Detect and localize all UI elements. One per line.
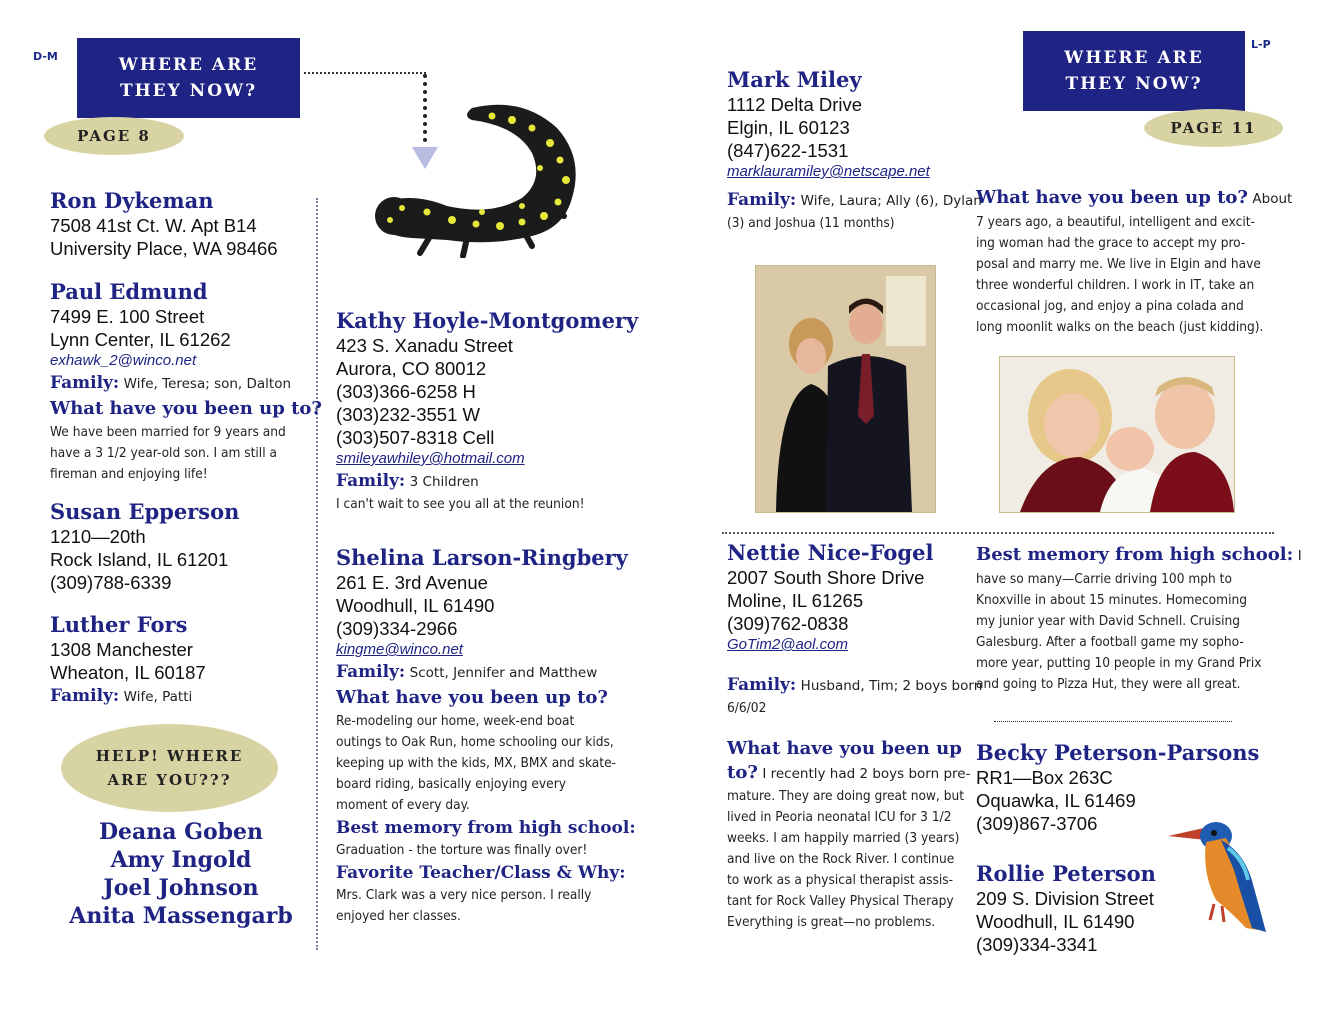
entry-mark-miley <box>727 67 982 234</box>
help-where-are-you-oval <box>61 724 278 812</box>
family-text: Wife, Laura; Ally (6), Dylan <box>800 193 982 209</box>
memory-label: Best memory from high school: <box>976 544 1294 565</box>
address-line: Wheaton, IL 60187 <box>50 662 206 683</box>
page-number-pill: PAGE 11 <box>1144 109 1283 147</box>
address-line: 7508 41st Ct. W. Apt B14 <box>50 215 257 236</box>
phone-line: (303)232-3551 W <box>336 404 480 425</box>
answer-line: keeping up with the kids, MX, BMX and skate- <box>336 755 617 771</box>
address-line: Oquawka, IL 61469 <box>976 790 1136 811</box>
answer-line: posal and marry me. We live in Elgin and have <box>976 256 1261 272</box>
phone-line: (309)762-0838 <box>727 613 849 634</box>
answer-line: have a 3 1/2 year-old son. I am still a <box>50 445 277 461</box>
phone-line: (309)334-3341 <box>976 934 1098 955</box>
person-name: Paul Edmund <box>50 279 208 304</box>
answer-line: We have been married for 9 years and <box>50 424 286 440</box>
address-line: 1308 Manchester <box>50 639 193 660</box>
address-line: Rock Island, IL 61201 <box>50 549 229 570</box>
memory-label: Best memory from high school: <box>336 818 636 838</box>
answer-line: Re-modeling our home, week-end boat <box>336 713 575 729</box>
column-divider <box>316 198 318 950</box>
email-link[interactable]: marklauramiley@netscape.net <box>727 163 930 180</box>
answer-line: moment of every day. <box>336 797 470 813</box>
entry-ron-dykeman <box>50 188 278 260</box>
help-line: ARE YOU??? <box>107 771 232 789</box>
family-text: Wife, Teresa; son, Dalton <box>123 376 292 392</box>
answer-line: more year, putting 10 people in my Grand Prix <box>976 655 1262 671</box>
address-line: Moline, IL 61265 <box>727 590 864 611</box>
mark-update <box>976 185 1293 338</box>
person-name: Rollie Peterson <box>976 861 1156 886</box>
family-text: 6/6/02 <box>727 700 767 716</box>
answer-line: mature. They are doing great now, but <box>727 788 965 804</box>
missing-name: Deana Goben <box>98 819 264 845</box>
address-line: 1112 Delta Drive <box>727 94 863 115</box>
help-line: HELP! WHERE <box>95 747 244 765</box>
missing-name: Joel Johnson <box>103 875 259 901</box>
address-line: University Place, WA 98466 <box>50 238 278 259</box>
family-label: Family: <box>727 190 797 210</box>
missing-name: Amy Ingold <box>110 847 252 873</box>
couple-photo <box>755 265 936 513</box>
question-label: What have you been up to? <box>336 687 608 708</box>
answer-line: to work as a physical therapist assis- <box>727 872 954 888</box>
answer-line: I recently had 2 boys born pre- <box>762 766 971 782</box>
question-label: to? <box>727 762 758 783</box>
email-link[interactable]: exhawk_2@winco.net <box>50 352 197 369</box>
answer-line: I <box>1297 548 1302 564</box>
phone-line: (309)788-6339 <box>50 572 172 593</box>
entry-luther-fors <box>50 612 206 709</box>
section-divider <box>994 721 1232 722</box>
family-text: Scott, Jennifer and Matthew <box>409 665 598 681</box>
family-text: 3 Children <box>409 474 479 490</box>
address-line: 423 S. Xanadu Street <box>336 335 513 356</box>
question-label: What have you been up to? <box>976 187 1248 208</box>
answer-line: three wonderful children. I work in IT, take an <box>976 277 1255 293</box>
answer-line: lived in Peoria neonatal ICU for 3 1/2 <box>727 809 952 825</box>
note-text: I can't wait to see you all at the reunion! <box>336 496 585 512</box>
answer-line: Knoxville in about 15 minutes. Homecoming <box>976 592 1247 608</box>
address-line: 209 S. Division Street <box>976 888 1154 909</box>
banner-line: WHERE ARE <box>1064 48 1204 68</box>
family-label: Family: <box>50 686 120 706</box>
phone-line: (309)334-2966 <box>336 618 458 639</box>
where-are-they-now-banner <box>1023 31 1245 111</box>
answer-line: fireman and enjoying life! <box>50 466 208 482</box>
answer-line: 7 years ago, a beautiful, intelligent and excit- <box>976 214 1255 230</box>
answer-line: weeks. I am happily married (3 years) <box>727 830 960 846</box>
dotted-connector <box>304 72 426 74</box>
where-are-they-now-banner <box>77 38 300 118</box>
question-label: What have you been up to? <box>50 398 322 419</box>
person-name: Luther Fors <box>50 612 188 637</box>
answer-line: Mrs. Clark was a very nice person. I really <box>336 887 592 903</box>
phone-line: (303)507-8318 Cell <box>336 427 495 448</box>
children-photo <box>999 356 1235 513</box>
email-link[interactable]: GoTim2@aol.com <box>727 636 848 653</box>
phone-line: (847)622-1531 <box>727 140 849 161</box>
answer-line: ing woman had the grace to accept my pro- <box>976 235 1246 251</box>
entry-kathy-hoyle-montgomery <box>336 308 639 515</box>
answer-line: outings to Oak Run, home schooling our kids, <box>336 734 614 750</box>
person-name: Susan Epperson <box>50 499 240 524</box>
entry-rollie-peterson <box>976 861 1156 956</box>
address-line: 261 E. 3rd Avenue <box>336 572 488 593</box>
email-link[interactable]: kingme@winco.net <box>336 641 463 658</box>
address-line: RR1—Box 263C <box>976 767 1113 788</box>
family-label: Family: <box>336 662 406 682</box>
person-name: Shelina Larson-Ringbery <box>336 545 628 570</box>
family-text: (3) and Joshua (11 months) <box>727 215 895 231</box>
person-name: Nettie Nice-Fogel <box>727 540 934 565</box>
answer-line: my junior year with David Schnell. Cruising <box>976 613 1241 629</box>
address-line: 2007 South Shore Drive <box>727 567 925 588</box>
person-name: Becky Peterson-Parsons <box>976 740 1260 765</box>
nettie-memory <box>976 542 1302 695</box>
family-label: Family: <box>50 373 120 393</box>
answer-line: enjoyed her classes. <box>336 908 461 924</box>
email-link[interactable]: smileyawhiley@hotmail.com <box>336 450 525 467</box>
person-name: Mark Miley <box>727 67 862 92</box>
missing-name: Anita Massengarb <box>69 903 293 929</box>
address-line: 1210—20th <box>50 526 146 547</box>
banner-line: THEY NOW? <box>119 81 258 101</box>
address-line: 7499 E. 100 Street <box>50 306 205 327</box>
address-line: Elgin, IL 60123 <box>727 117 850 138</box>
family-label: Family: <box>336 471 406 491</box>
missing-classmates-list <box>60 818 302 930</box>
corner-label-right: L-P <box>1251 38 1271 51</box>
salamander-illustration <box>372 98 592 258</box>
address-line: Aurora, CO 80012 <box>336 358 487 379</box>
answer-line: occasional jog, and enjoy a pina colada and <box>976 298 1244 314</box>
answer-line: have so many—Carrie driving 100 mph to <box>976 571 1232 587</box>
answer-line: board riding, basically enjoying every <box>336 776 566 792</box>
page-number-pill: PAGE 8 <box>44 117 184 155</box>
address-line: Lynn Center, IL 61262 <box>50 329 231 350</box>
section-divider <box>722 532 1274 534</box>
kingfisher-illustration <box>1166 818 1276 936</box>
family-label: Family: <box>727 675 797 695</box>
answer-line: and live on the Rock River. I continue <box>727 851 955 867</box>
banner-line: THEY NOW? <box>1065 74 1203 94</box>
answer-line: long moonlit walks on the beach (just kidding). <box>976 319 1264 335</box>
answer-line: Everything is great—no problems. <box>727 914 936 930</box>
answer-line: About <box>1252 191 1293 207</box>
teacher-label: Favorite Teacher/Class & Why: <box>336 863 626 883</box>
entry-paul-edmund <box>50 279 322 485</box>
entry-nettie-nice-fogel <box>727 540 983 933</box>
memory-text: Graduation - the torture was finally over! <box>336 842 588 858</box>
family-text: Husband, Tim; 2 boys born <box>800 678 983 694</box>
answer-line: and going to Pizza Hut, they were all great. <box>976 676 1241 692</box>
person-name: Ron Dykeman <box>50 188 214 213</box>
answer-line: Galesburg. After a football game my sopho- <box>976 634 1244 650</box>
entry-shelina-larson-ringbery <box>336 545 636 927</box>
address-line: Woodhull, IL 61490 <box>336 595 495 616</box>
corner-label-left: D-M <box>33 50 58 63</box>
banner-line: WHERE ARE <box>118 55 259 75</box>
answer-line: tant for Rock Valley Physical Therapy <box>727 893 954 909</box>
family-text: Wife, Patti <box>123 689 193 705</box>
phone-line: (303)366-6258 H <box>336 381 476 402</box>
phone-line: (309)867-3706 <box>976 813 1098 834</box>
address-line: Woodhull, IL 61490 <box>976 911 1135 932</box>
question-label: What have you been up <box>727 738 962 759</box>
entry-susan-epperson <box>50 499 239 594</box>
person-name: Kathy Hoyle-Montgomery <box>336 308 639 333</box>
